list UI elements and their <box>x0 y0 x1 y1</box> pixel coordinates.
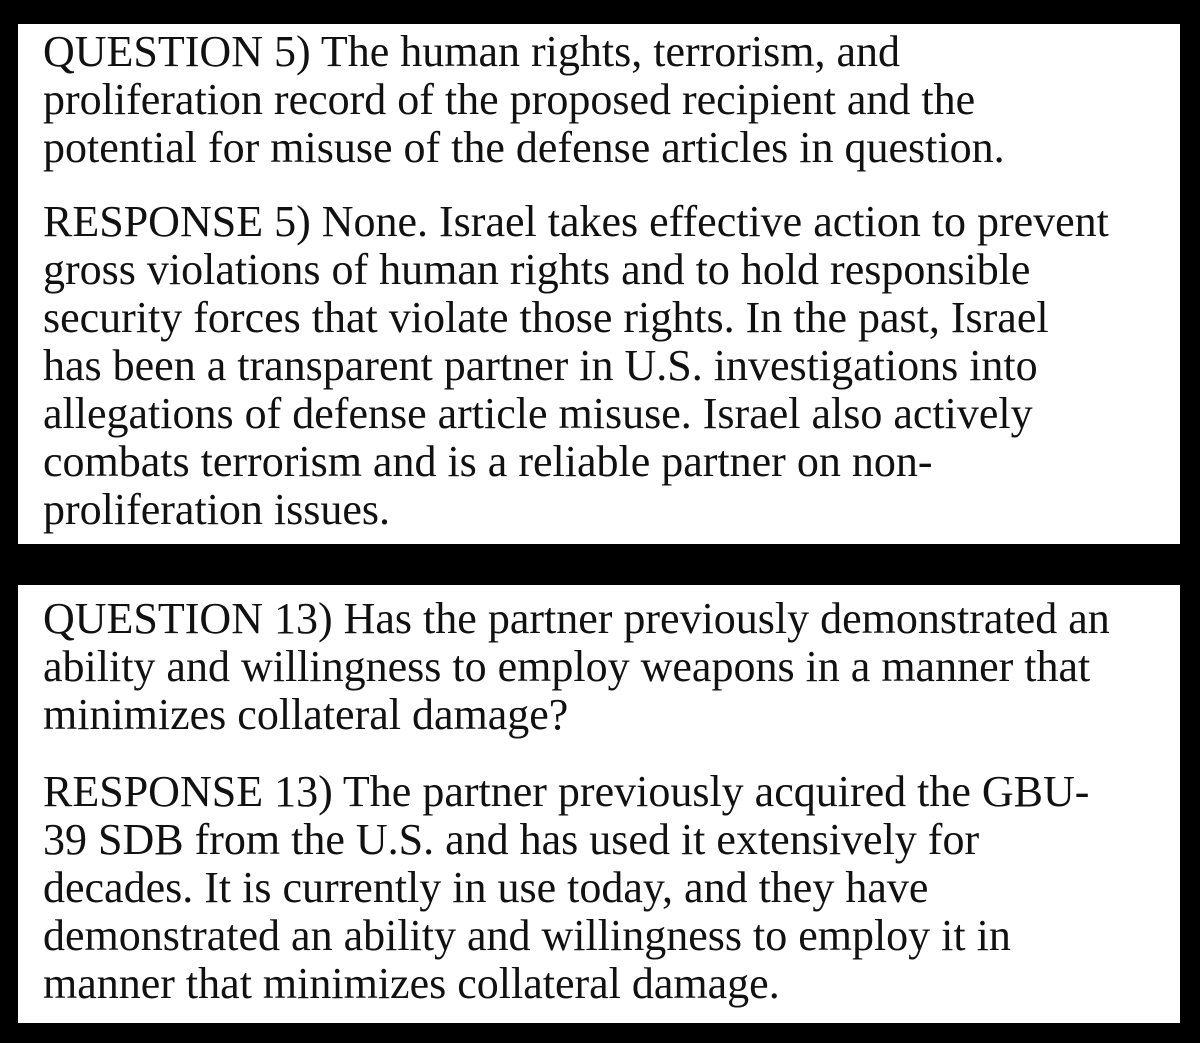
question-5-text <box>43 28 1180 172</box>
question-13-text <box>43 595 1180 739</box>
response-5-line: gross violations of human rights and to hold responsible <box>43 245 1031 294</box>
response-13-line: manner that minimizes collateral damage. <box>43 959 780 1008</box>
response-5-line: proliferation issues. <box>43 485 391 534</box>
question-13-line: minimizes collateral damage? <box>43 690 569 739</box>
question-5-line: proliferation record of the proposed recipient and the <box>43 75 976 124</box>
question-5-line: QUESTION 5) The human rights, terrorism, and <box>43 27 901 76</box>
response-13-line: demonstrated an ability and willingness to employ it in <box>43 911 1011 960</box>
response-13-line: decades. It is currently in use today, and they have <box>43 863 929 912</box>
response-5-line: security forces that violate those rights. In the past, Israel <box>43 293 1049 342</box>
response-13-line: 39 SDB from the U.S. and has used it extensively for <box>43 815 980 864</box>
response-5-line: combats terrorism and is a reliable partner on non- <box>43 437 933 486</box>
response-5-line: allegations of defense article misuse. Israel also actively <box>43 389 1033 438</box>
response-5-line: has been a transparent partner in U.S. investigations into <box>43 341 1038 390</box>
response-5-line: RESPONSE 5) None. Israel takes effective action to prevent <box>43 197 1109 246</box>
response-13-line: RESPONSE 13) The partner previously acquired the GBU- <box>43 767 1090 816</box>
response-5-text <box>43 198 1180 534</box>
question-13-line: QUESTION 13) Has the partner previously demonstrated an <box>43 594 1110 643</box>
question-5-panel <box>18 24 1180 544</box>
response-13-text <box>43 768 1180 1008</box>
question-5-line: potential for misuse of the defense articles in question. <box>43 123 1005 172</box>
question-13-line: ability and willingness to employ weapons in a manner that <box>43 642 1091 691</box>
question-13-panel <box>18 585 1180 1023</box>
